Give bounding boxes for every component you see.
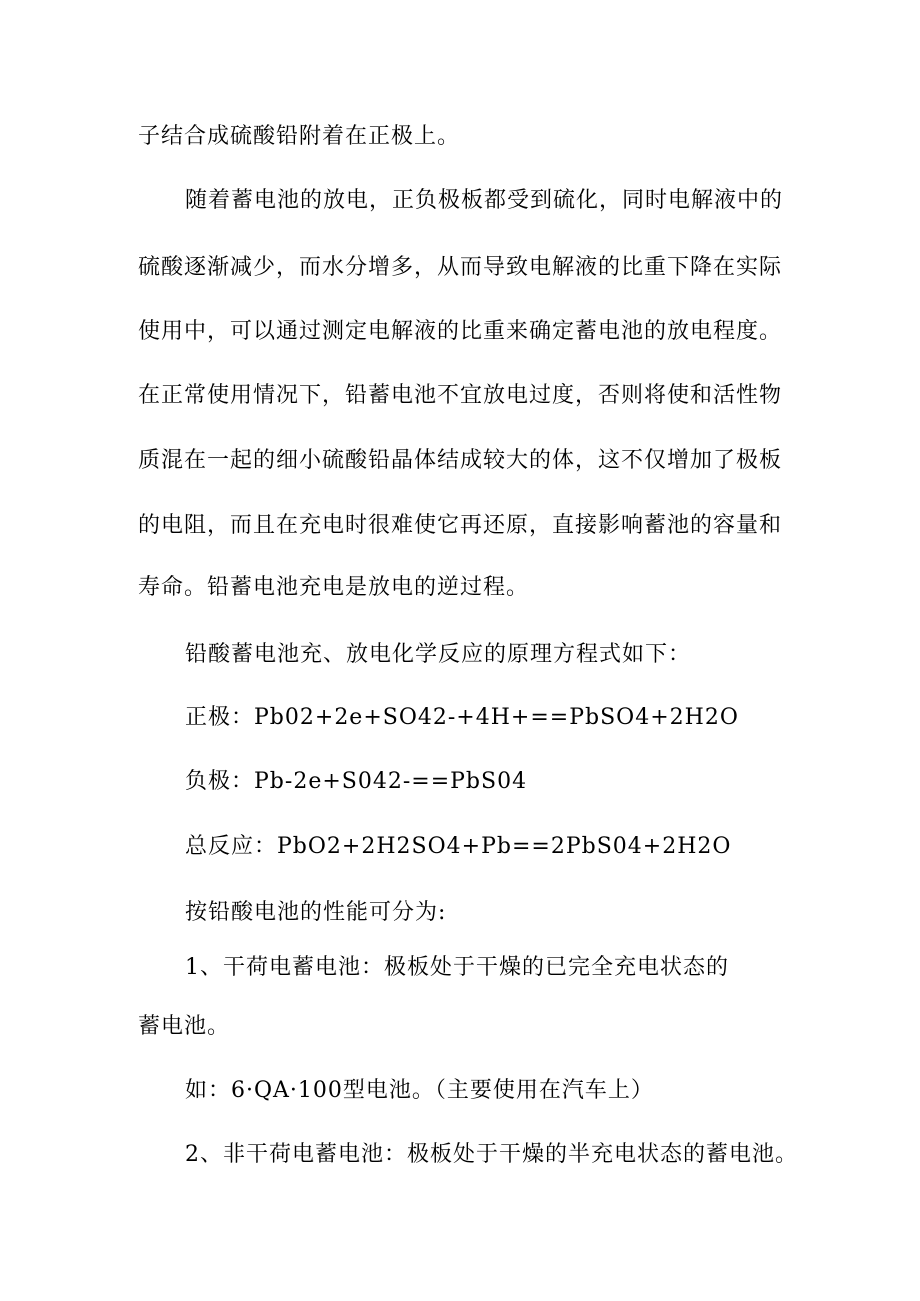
paragraph-line: 寿命。铅蓄电池充电是放电的逆过程。 <box>138 575 530 600</box>
paragraph-line: 按铅酸电池的性能可分为: <box>185 900 447 925</box>
paragraph-line: 铅酸蓄电池充、放电化学反应的原理方程式如下： <box>185 642 692 667</box>
equation-line-positive: 正极：Pb02+2e+SO42-+4H+==PbSO4+2H2O <box>185 705 739 730</box>
list-item: 1、干荷电蓄电池：极板处于干燥的已完全充电状态的 <box>185 955 729 980</box>
equation-line-total: 总反应：PbO2+2H2SO4+Pb==2PbS04+2H2O <box>185 834 732 859</box>
paragraph-line: 硫酸逐渐减少，而水分增多，从而导致电解液的比重下降在实际 <box>138 255 783 280</box>
list-item: 2、非干荷电蓄电池：极板处于干燥的半充电状态的蓄电池。 <box>185 1142 798 1167</box>
equation-line-negative: 负极：Pb-2e+S042-==PbS04 <box>185 769 528 794</box>
paragraph-line: 随着蓄电池的放电，正负极板都受到硫化，同时电解液中的 <box>185 188 784 213</box>
paragraph-line: 使用中，可以通过测定电解液的比重来确定蓄电池的放电程度。 <box>138 319 783 344</box>
paragraph-line: 如：6·QA·100型电池。（主要使用在汽车上） <box>185 1078 654 1103</box>
paragraph-line: 质混在一起的细小硫酸铅晶体结成较大的体，这不仅增加了极板 <box>138 448 783 473</box>
paragraph-line: 的电阻，而且在充电时很难使它再还原，直接影响蓄池的容量和 <box>138 513 783 538</box>
paragraph-line: 子结合成硫酸铅附着在正极上。 <box>138 124 461 149</box>
paragraph-line: 在正常使用情况下，铅蓄电池不宜放电过度，否则将使和活性物 <box>138 383 783 408</box>
list-item-continuation: 蓄电池。 <box>138 1014 231 1039</box>
